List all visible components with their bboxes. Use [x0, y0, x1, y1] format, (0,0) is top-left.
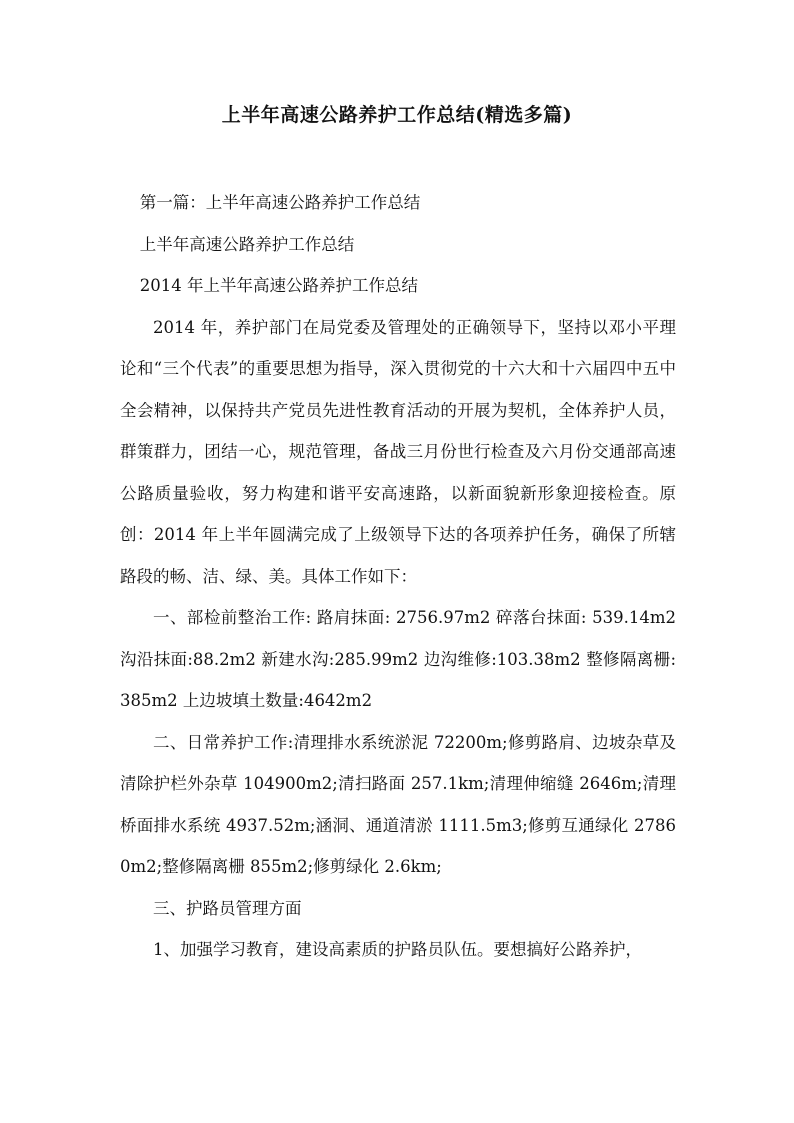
chapter-heading: 第一篇：上半年高速公路养护工作总结: [139, 193, 421, 212]
document-title: 上半年高速公路养护工作总结(精选多篇): [221, 104, 573, 126]
paragraph-section-3-heading: 三、护路员管理方面: [153, 898, 302, 918]
paragraph-item-1: 1、加强学习教育，建设高素质的护路员队伍。要想搞好公路养护，: [153, 940, 642, 959]
paragraph-intro: 2014 年，养护部门在局党委及管理处的正确领导下，坚持以邓小平理论和“三个代表”的重要思想为指导，深入贯彻党的十六大和十六届四中五中全会精神，以保持共产党员先进性教育活动的开展为契机，全体养护人员，群策群力，团结一心，规范管理，备战三月份世行检查及六月份交通部高速公路质量验收，努力构建和谐平安高速路，以新面貌新形象迎接检查。原创：2014 年上半年圆满完成了上级领导下达的各项养护任务，确保了所辖路段的畅、洁、绿、美。具体工作如下：: [120, 317, 676, 586]
subheading: 上半年高速公路养护工作总结: [139, 234, 355, 254]
subheading-year: 2014 年上半年高速公路养护工作总结: [139, 276, 419, 295]
paragraph-section-1: 一、部检前整治工作: 路肩抹面: 2756.97m2 碎落台抹面: 539.14m2 沟沿抹面:88.2m2 新建水沟:285.99m2 边沟维修:103.38m2 整修隔离栅:385m2 上边坡填土数量:4642m2: [120, 608, 676, 710]
document-body: [120, 182, 676, 971]
paragraph-section-2: 二、日常养护工作:清理排水系统淤泥 72200m;修剪路肩、边坡杂草及清除护栏外杂草 104900m2;清扫路面 257.1km;清理伸缩缝 2646m;清理桥面排水系统 4937.52m;涵洞、通道清淤 1111.5m3;修剪互通绿化 27860m2;整修隔离栅 855m2;修剪绿化 2.6km;: [120, 732, 676, 876]
